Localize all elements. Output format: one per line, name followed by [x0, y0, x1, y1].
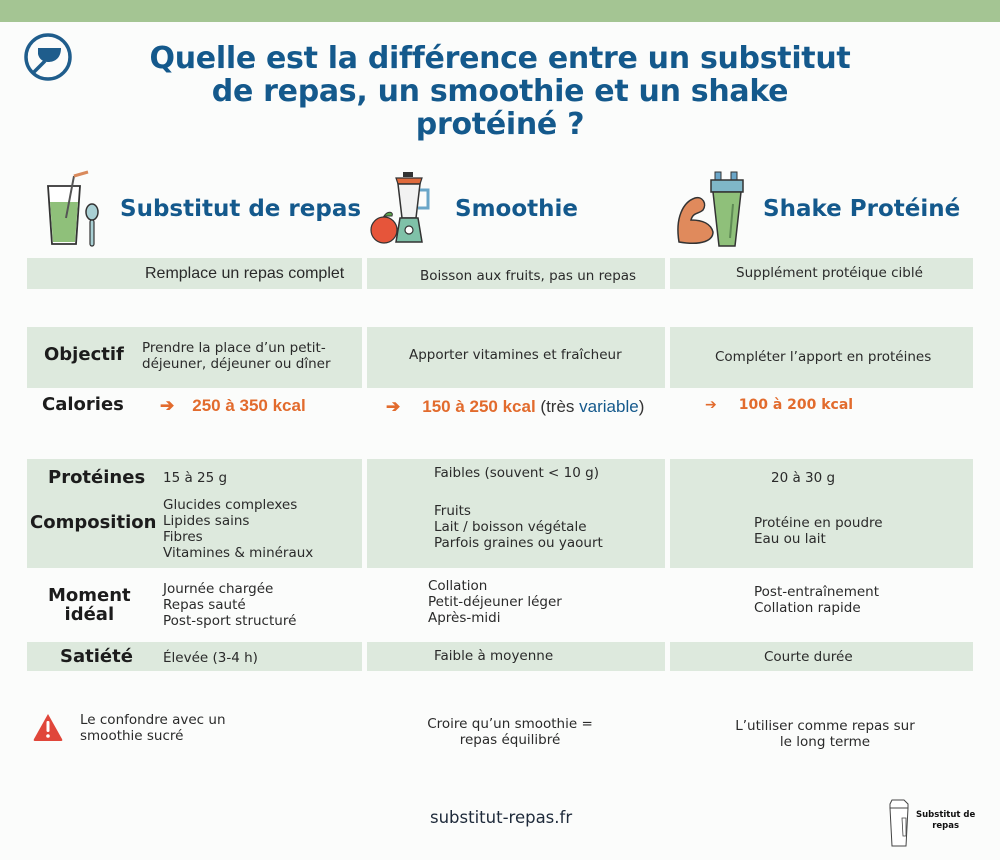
- calories-value: 100 à 200 kcal: [738, 397, 854, 413]
- column-title: Shake Protéiné: [763, 196, 961, 222]
- arrow-right-icon: ➔: [705, 397, 717, 413]
- moment-item: Collation: [428, 578, 488, 594]
- composition-item: Parfois graines ou yaourt: [434, 535, 603, 551]
- proteines-shake: 20 à 30 g: [771, 470, 836, 486]
- arrow-right-icon: ➔: [160, 396, 175, 415]
- column-header-substitut: [42, 168, 361, 250]
- title-line-3: protéiné ?: [415, 107, 585, 142]
- moment-item: Petit-déjeuner léger: [428, 594, 562, 610]
- composition-item: Protéine en poudre: [754, 515, 883, 531]
- moment-item: Après-midi: [428, 610, 501, 626]
- row-label-moment: [48, 586, 131, 624]
- composition-item: Eau ou lait: [754, 531, 826, 547]
- subtitle-smoothie: Boisson aux fruits, pas un repas: [420, 268, 637, 284]
- title-line-1: Quelle est la différence entre un substitut: [149, 41, 851, 76]
- satiete-smoothie: Faible à moyenne: [434, 648, 554, 664]
- warning-line: repas équilibré: [459, 732, 561, 748]
- objectif-substitut-line: déjeuner, déjeuner ou dîner: [142, 356, 331, 372]
- moment-item: Repas sauté: [163, 597, 246, 613]
- bowl-spoon-logo-icon: [23, 32, 73, 82]
- calories-smoothie: [386, 397, 644, 417]
- moment-item: Post-entraînement: [754, 584, 880, 600]
- warning-triangle-icon: [32, 712, 64, 742]
- objectif-smoothie: Apporter vitamines et fraîcheur: [409, 347, 622, 363]
- column-header-shake: [673, 168, 960, 250]
- row-label-proteines: Protéines: [48, 467, 146, 488]
- objectif-substitut: [142, 340, 331, 372]
- calories-value: 250 à 350 kcal: [192, 396, 306, 415]
- calories-note: (très: [535, 397, 580, 416]
- row-label-satiete: Satiété: [60, 646, 133, 667]
- moment-smoothie: [428, 578, 562, 626]
- subtitle-shake: Supplément protéique ciblé: [736, 265, 923, 281]
- brand-line: Substitut de: [916, 810, 976, 820]
- brand-line: repas: [932, 821, 960, 831]
- row-label-objectif: Objectif: [44, 344, 124, 365]
- warning-shake: [725, 718, 925, 750]
- satiete-substitut: Élevée (3-4 h): [163, 650, 258, 666]
- warning-line: le long terme: [779, 734, 871, 750]
- warning-line: Le confondre avec un: [80, 712, 226, 728]
- moment-shake: [754, 584, 879, 616]
- warning-smoothie: [420, 716, 600, 748]
- calories-substitut: [160, 396, 306, 416]
- composition-item: Lait / boisson végétale: [434, 519, 587, 535]
- title-line-2: de repas, un smoothie et un shake: [211, 74, 789, 109]
- warning-substitut: [80, 712, 226, 744]
- objectif-shake: Compléter l’apport en protéines: [715, 349, 932, 365]
- column-title: Substitut de repas: [120, 196, 362, 222]
- satiete-shake: Courte durée: [764, 649, 853, 665]
- moment-item: Collation rapide: [754, 600, 861, 616]
- composition-item: Fruits: [434, 503, 471, 519]
- composition-substitut: [163, 497, 313, 561]
- glass-straw-spoon-icon: [42, 168, 112, 250]
- blender-apple-icon: [370, 168, 445, 250]
- composition-item: Lipides sains: [163, 513, 250, 529]
- calories-shake: [705, 397, 853, 413]
- calories-note-accent: variable: [579, 397, 639, 416]
- calories-note: ): [638, 397, 645, 416]
- bicep-shaker-icon: [673, 168, 753, 250]
- brand-logo-text: [916, 810, 975, 832]
- warning-line: smoothie sucré: [80, 728, 184, 744]
- row-label-line: Moment: [48, 585, 131, 606]
- column-title: Smoothie: [455, 196, 578, 222]
- row-label-composition: Composition: [30, 512, 157, 533]
- row-label-line: idéal: [64, 604, 115, 625]
- composition-item: Fibres: [163, 529, 203, 545]
- arrow-right-icon: ➔: [386, 397, 401, 416]
- column-header-smoothie: [370, 168, 578, 250]
- page-title: [100, 42, 900, 141]
- subtitle-substitut: Remplace un repas complet: [145, 265, 345, 282]
- objectif-substitut-line: Prendre la place d’un petit-: [142, 340, 326, 356]
- composition-shake: [754, 515, 883, 547]
- moment-substitut: [163, 581, 296, 629]
- composition-item: Glucides complexes: [163, 497, 298, 513]
- moment-item: Journée chargée: [163, 581, 274, 597]
- warning-line: L’utiliser comme repas sur: [735, 718, 915, 734]
- shaker-bottle-icon: [886, 796, 914, 848]
- row-label-calories: Calories: [42, 394, 124, 415]
- proteines-substitut: 15 à 25 g: [163, 470, 228, 486]
- top-accent-bar: [0, 0, 1000, 22]
- composition-smoothie: [434, 503, 603, 551]
- warning-line: Croire qu’un smoothie =: [427, 716, 593, 732]
- composition-item: Vitamines & minéraux: [163, 545, 314, 561]
- calories-value: 150 à 250 kcal: [422, 397, 536, 416]
- moment-item: Post-sport structuré: [163, 613, 297, 629]
- proteines-smoothie: Faibles (souvent < 10 g): [434, 465, 599, 481]
- footer-website-link[interactable]: substitut-repas.fr: [430, 808, 573, 827]
